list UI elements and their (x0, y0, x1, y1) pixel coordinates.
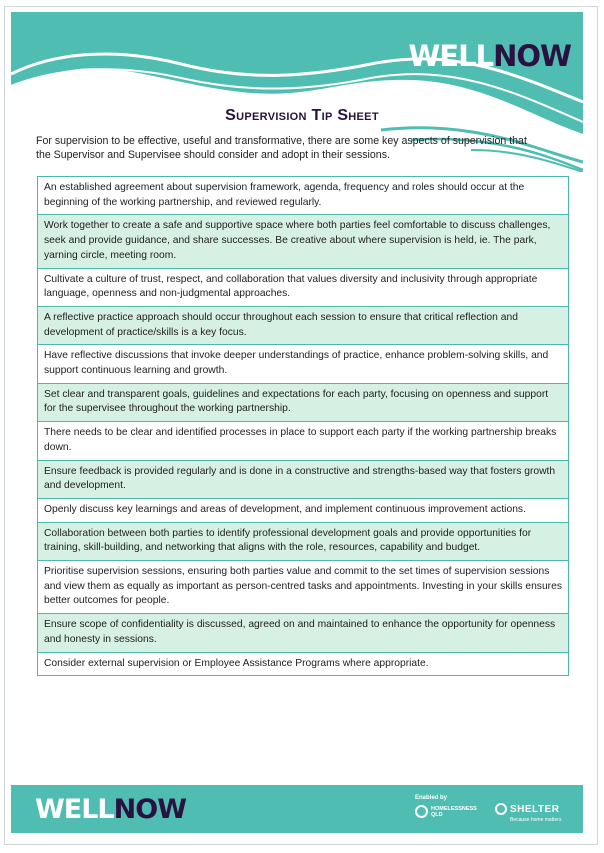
logo-now: NOW (493, 39, 571, 73)
wellnow-logo-footer (35, 796, 186, 823)
tip-cell: Have reflective discussions that invoke deeper understandings of practice, enhance problem-solving skills, and support continuous learning and growth. (38, 345, 569, 383)
tip-cell: Ensure scope of confidentiality is discussed, agreed on and maintained to enhance the opportunity for openness and honesty in sessions. (38, 614, 569, 652)
logo-well: WELL (35, 794, 114, 825)
table-row (38, 522, 569, 560)
table-row (38, 345, 569, 383)
wellnow-logo (408, 39, 571, 73)
partner1-name: HOMELESSNESS QLD (431, 805, 477, 818)
logo-now: NOW (113, 794, 186, 825)
table-row (38, 268, 569, 306)
tips-table (37, 176, 569, 676)
tip-cell: Ensure feedback is provided regularly and is done in a constructive and strengths-based way that fosters growth and development. (38, 460, 569, 498)
table-row (38, 614, 569, 652)
tip-cell: Collaboration between both parties to identify professional development goals and provide opportunities for training, skill-building, and networking that aligns with the role, resources, capability and budget. (38, 522, 569, 560)
table-row (38, 215, 569, 268)
tip-cell: Work together to create a safe and supportive space where both parties feel comfortable to discuss challenges, seek and provide guidance, and share successes. Be creative about where supervision is held, ie. The park, yarning circle, meeting room. (38, 215, 569, 268)
partner2-name: SHELTER (510, 803, 560, 815)
tip-cell: Openly discuss key learnings and areas of development, and implement continuous improvement actions. (38, 498, 569, 522)
tip-cell: There needs to be clear and identified processes in place to support each party if the working partnership breaks down. (38, 422, 569, 460)
logo-well: WELL (408, 39, 494, 73)
shelter-logo (495, 803, 562, 823)
tip-cell: Prioritise supervision sessions, ensuring both parties value and commit to the set times of supervision sessions and view them as equally as important as person-centred tasks and appointments. Investing in your skills ensures better outcomes for people. (38, 561, 569, 614)
homelessness-qld-logo (415, 805, 489, 818)
homelessness-qld-icon (415, 805, 428, 818)
table-row (38, 422, 569, 460)
footer-banner (11, 785, 583, 833)
table-row (38, 561, 569, 614)
tip-cell: Set clear and transparent goals, guidelines and expectations for each party, focusing on openness and support for the supervisee throughout the working partnership. (38, 383, 569, 421)
tip-cell: A reflective practice approach should occur throughout each session to ensure that critical reflection and development of practice/skills is a key focus. (38, 306, 569, 344)
tip-cell: Cultivate a culture of trust, respect, and collaboration that values diversity and inclusivity through appropriate language, openness and non-judgmental approaches. (38, 268, 569, 306)
shelter-icon (495, 803, 507, 815)
page-title: Supervision Tip Sheet (225, 107, 379, 124)
tip-cell: Consider external supervision or Employee Assistance Programs where appropriate. (38, 652, 569, 676)
table-row (38, 306, 569, 344)
enabled-by-label: Enabled by (415, 795, 448, 801)
intro-paragraph: For supervision to be effective, useful and transformative, there are some key aspects of supervision that the Supervisor and Supervisee should consider and adopt in their sessions. (36, 135, 527, 161)
partner2-tagline: Because home matters (510, 817, 562, 823)
table-row (38, 652, 569, 676)
table-row (38, 498, 569, 522)
table-row (38, 460, 569, 498)
tip-cell: An established agreement about supervision framework, agenda, frequency and roles should occur at the beginning of the working partnership, and reviewed regularly. (38, 177, 569, 215)
table-row (38, 383, 569, 421)
table-row (38, 177, 569, 215)
